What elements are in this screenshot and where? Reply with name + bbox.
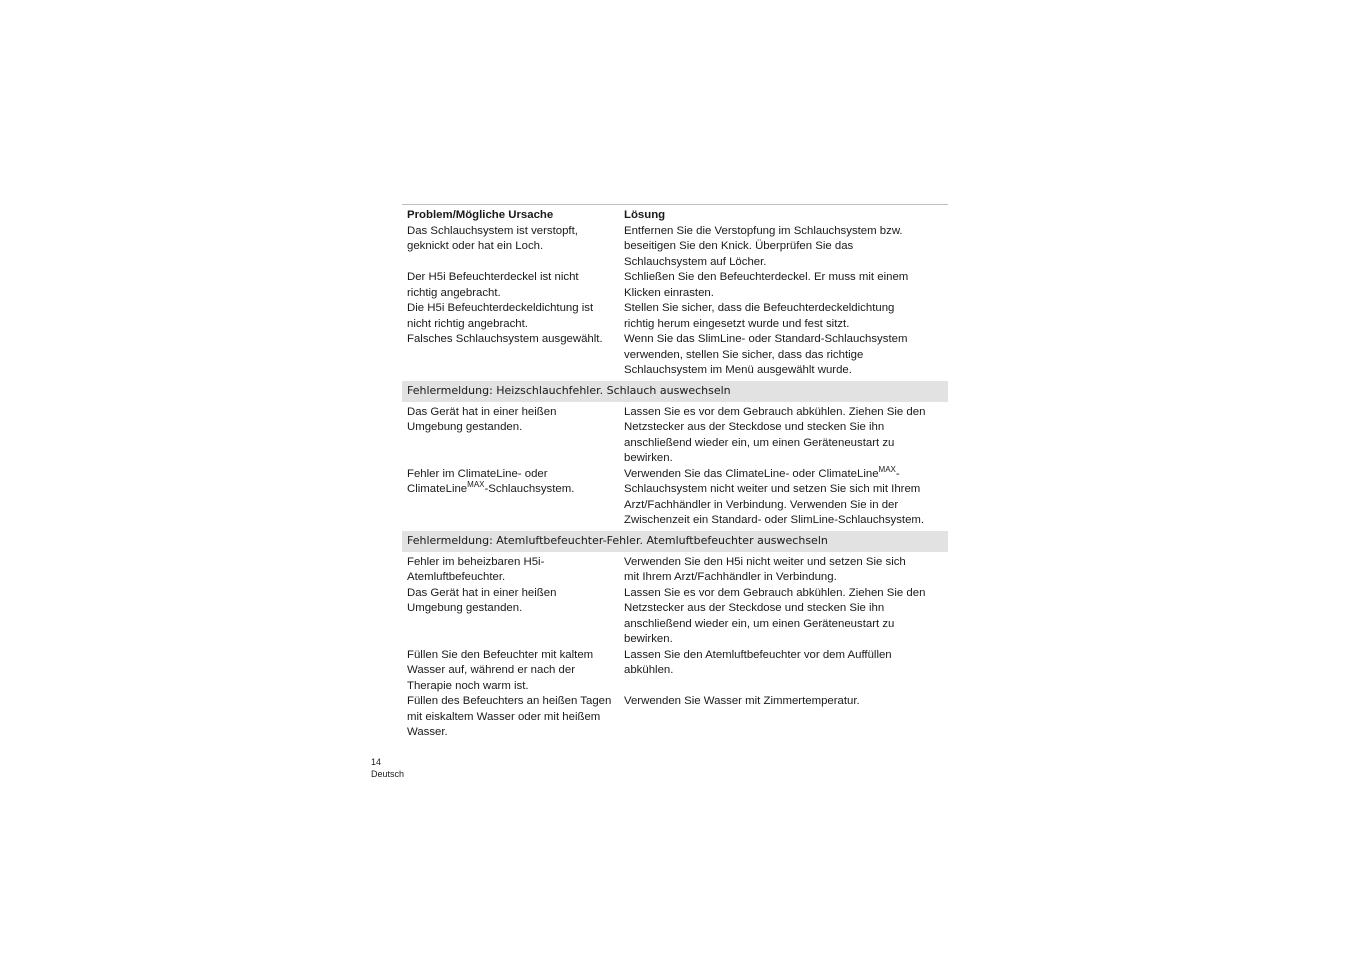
cause-cell: Das Schlauchsystem ist verstopft, geknickt oder hat ein Loch. <box>407 224 578 252</box>
cause-cell: Fehler im beheizbaren H5i- Atemluftbefeuchter. <box>407 555 545 583</box>
cause-cell: Falsches Schlauchsystem ausgewählt. <box>407 333 603 345</box>
rows-section-c <box>402 555 948 741</box>
header-solution: Lösung <box>624 209 666 221</box>
cause-cell: Das Gerät hat in einer heißen Umgebung gestanden. <box>407 405 557 433</box>
solution-cell: Verwenden Sie Wasser mit Zimmertemperatur. <box>624 695 860 707</box>
table-row <box>402 586 948 648</box>
table-row <box>402 464 948 529</box>
table-row <box>402 301 948 332</box>
cause-cell: Füllen des Befeuchters an heißen Tagen mit eiskaltem Wasser oder mit heißem Wasser. <box>407 695 612 738</box>
table-header <box>402 205 948 224</box>
table-row <box>402 648 948 695</box>
solution-text: Verwenden Sie das ClimateLine- oder ClimateLine <box>624 467 879 480</box>
header-cause: Problem/Mögliche Ursache <box>407 209 554 221</box>
page-footer <box>371 756 404 780</box>
table-row <box>402 555 948 586</box>
cause-cell: Der H5i Befeuchterdeckel ist nicht richtig angebracht. <box>407 271 579 299</box>
solution-cell: Lassen Sie es vor dem Gebrauch abkühlen. Ziehen Sie den Netzstecker aus der Steckdose und stecken Sie ihn anschließend wieder ein, um einen Geräteneustart zu bewirken. <box>624 586 926 645</box>
table-row <box>402 332 948 379</box>
solution-cell: Lassen Sie es vor dem Gebrauch abkühlen. Ziehen Sie den Netzstecker aus der Steckdose und stecken Sie ihn anschließend wieder ein, um einen Geräteneustart zu bewirken. <box>624 405 926 464</box>
table-row <box>402 224 948 271</box>
page-number: 14 <box>371 757 382 767</box>
table-row <box>402 270 948 301</box>
solution-cell: Wenn Sie das SlimLine- oder Standard-Schlauchsystem verwenden, stellen Sie sicher, dass das richtige Schlauchsystem im Menü ausgewählt wurde. <box>624 333 908 376</box>
table-row <box>402 694 948 741</box>
cause-cell <box>402 467 624 529</box>
rows-section-b <box>402 405 948 467</box>
table-row <box>402 405 948 467</box>
solution-cell <box>624 464 948 529</box>
solution-cell: Entfernen Sie die Verstopfung im Schlauchsystem bzw. beseitigen Sie den Knick. Überprüfen Sie das Schlauchsystem auf Löcher. <box>624 224 903 268</box>
superscript: MAX <box>467 480 485 489</box>
language-label: Deutsch <box>371 769 405 779</box>
rows-section-a <box>402 224 948 379</box>
cause-cell: Die H5i Befeuchterdeckeldichtung ist nicht richtig angebracht. <box>407 302 594 330</box>
solution-text: Schlauchsystem nicht weiter und setzen Sie sich mit Ihrem Arzt/Fachhändler in Verbindung. Verwenden Sie in der Zwischenzeit ein Standard- oder SlimLine-Schlauchsystem. <box>624 483 925 526</box>
superscript: MAX <box>878 464 896 474</box>
solution-cell: Verwenden Sie den H5i nicht weiter und setzen Sie sich mit Ihrem Arzt/Fachhändler in Verbindung. <box>624 555 906 583</box>
section-heading-humidifier: Fehlermeldung: Atemluftbefeuchter-Fehler. Atemluftbefeuchter auswechseln <box>402 531 948 552</box>
cause-cell: Füllen Sie den Befeuchter mit kaltem Wasser auf, während er nach der Therapie noch warm ist. <box>407 648 594 692</box>
solution-text: - <box>895 467 900 480</box>
section-heading-heated-tube: Fehlermeldung: Heizschlauchfehler. Schlauch auswechseln <box>402 381 948 402</box>
solution-cell: Schließen Sie den Befeuchterdeckel. Er muss mit einem Klicken einrasten. <box>624 271 909 299</box>
solution-cell: Stellen Sie sicher, dass die Befeuchterdeckeldichtung richtig herum eingesetzt wurde und fest sitzt. <box>624 302 895 330</box>
cause-text: -Schlauchsystem. <box>484 483 575 495</box>
troubleshooting-table <box>402 204 948 741</box>
cause-line: Fehler im ClimateLine- oder <box>407 467 548 480</box>
cause-cell: Das Gerät hat in einer heißen Umgebung gestanden. <box>407 586 557 614</box>
cause-text: ClimateLine <box>407 483 468 495</box>
solution-cell: Lassen Sie den Atemluftbefeuchter vor dem Auffüllen abkühlen. <box>624 648 892 676</box>
